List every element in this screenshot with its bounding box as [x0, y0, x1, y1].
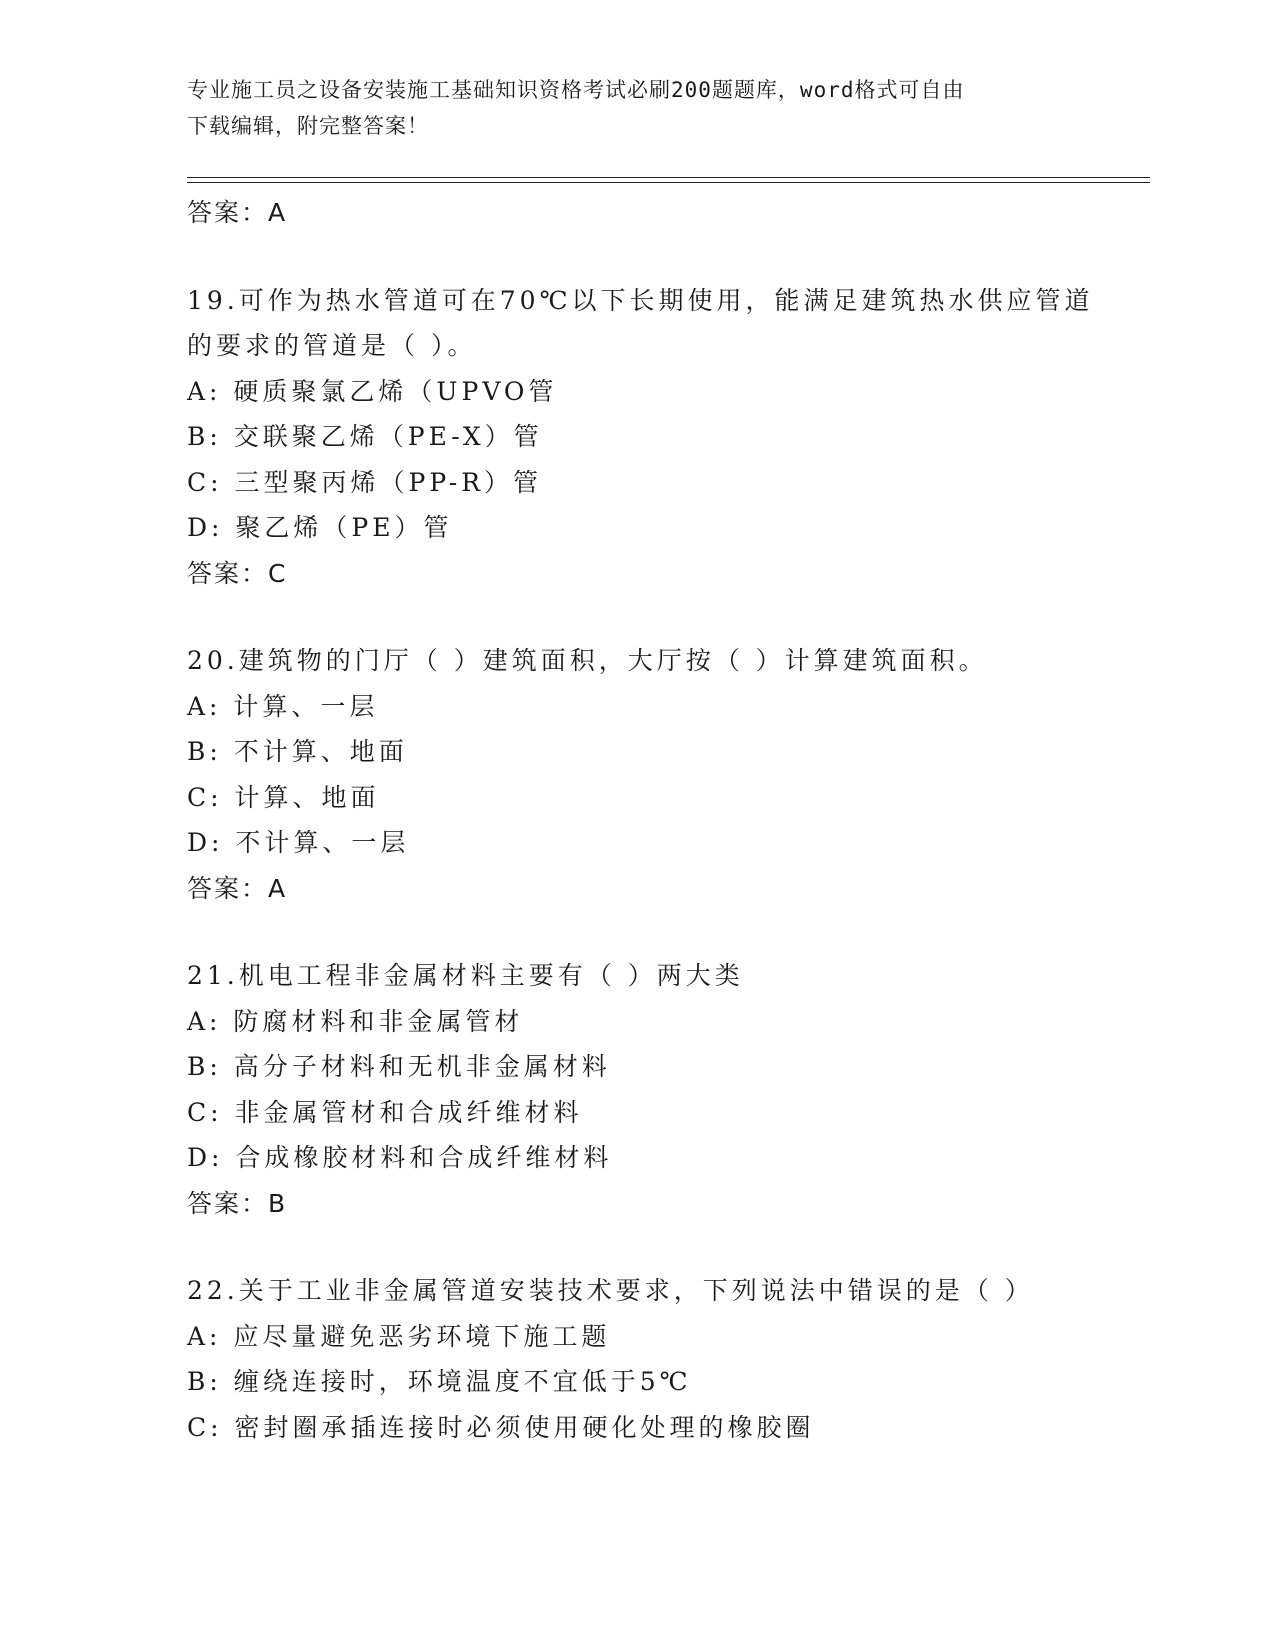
previous-answer: 答案：A [187, 198, 288, 227]
question-21 [187, 953, 1150, 1226]
option-c: C: 非金属管材和合成纤维材料 [187, 1097, 583, 1127]
spacer [187, 596, 1150, 638]
question-stem: 19.可作为热水管道可在70℃以下长期使用，能满足建筑热水供应管道 [187, 285, 1094, 315]
option-b: B: 不计算、地面 [187, 737, 408, 766]
header-line-2: 下载编辑，附完整答案！ [187, 114, 429, 138]
document-body [187, 190, 1150, 1450]
question-19 [187, 278, 1150, 597]
option-b: B: 缠绕连接时，环境温度不宜低于5℃ [187, 1367, 692, 1396]
option-a: A: 硬质聚氯乙烯（UPVO管 [187, 376, 558, 406]
spacer [187, 1226, 1150, 1268]
option-c: C: 密封圈承插连接时必须使用硬化处理的橡胶圈 [187, 1412, 815, 1442]
question-stem: 的要求的管道是（ ）。 [187, 331, 477, 360]
answer: 答案：C [187, 558, 288, 588]
question-22 [187, 1268, 1150, 1450]
question-stem: 21.机电工程非金属材料主要有（ ）两大类 [187, 961, 744, 990]
option-a: A: 计算、一层 [187, 691, 379, 721]
question-stem: 22.关于工业非金属管道安装技术要求，下列说法中错误的是（ ） [187, 1276, 1034, 1305]
option-c: C: 计算、地面 [187, 782, 380, 812]
option-b: B: 交联聚乙烯（PE-X）管 [187, 422, 543, 451]
option-b: B: 高分子材料和无机非金属材料 [187, 1052, 611, 1081]
option-c: C: 三型聚丙烯（PP-R）管 [187, 467, 543, 497]
document-header [187, 72, 1067, 144]
spacer [187, 236, 1150, 278]
option-d: D: 不计算、一层 [187, 828, 410, 857]
header-line-1: 专业施工员之设备安装施工基础知识资格考试必刷200题题库，word格式可自由 [187, 78, 965, 102]
option-d: D: 聚乙烯（PE）管 [187, 513, 453, 542]
option-d: D: 合成橡胶材料和合成纤维材料 [187, 1143, 613, 1172]
question-stem: 20.建筑物的门厅（ ）建筑面积，大厅按（ ）计算建筑面积。 [187, 646, 988, 675]
answer: 答案：B [187, 1188, 288, 1218]
option-a: A: 应尽量避免恶劣环境下施工题 [187, 1321, 611, 1351]
header-divider-bottom [187, 182, 1150, 183]
question-20 [187, 638, 1150, 911]
spacer [187, 911, 1150, 953]
header-divider-top [187, 177, 1150, 178]
option-a: A: 防腐材料和非金属管材 [187, 1006, 524, 1036]
answer: 答案：A [187, 873, 288, 903]
